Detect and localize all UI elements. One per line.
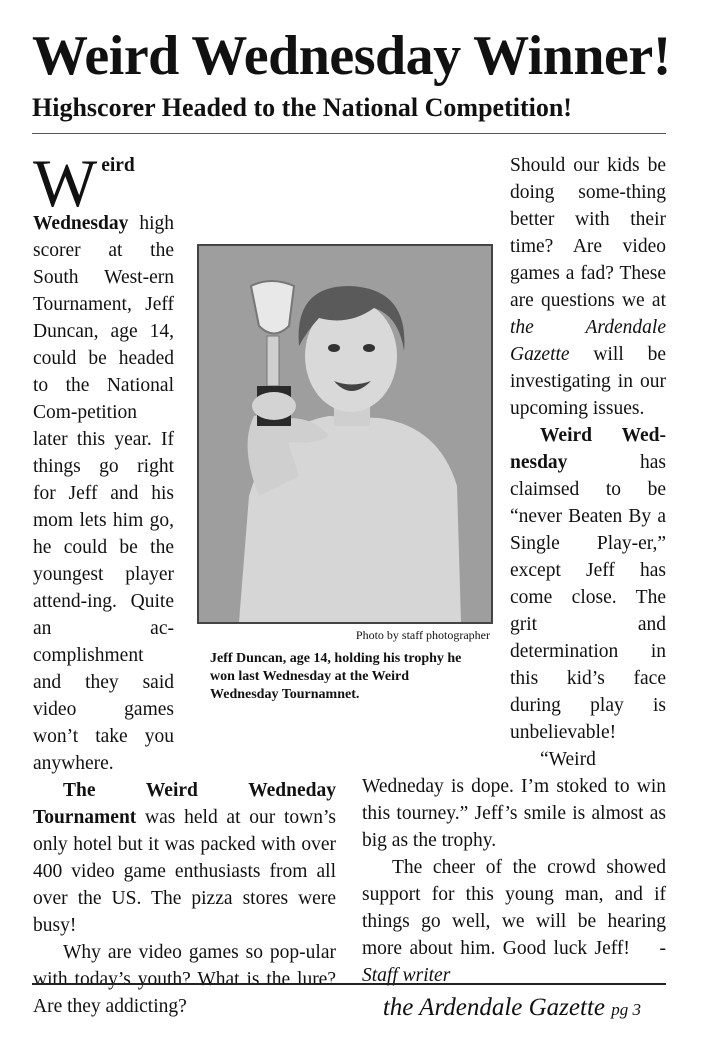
article-photo [197, 244, 493, 624]
paragraph-2-text: was held at our town’s only hotel but it was packed with over 400 video game enthusiasts from all over the US. The pizza stores were busy! [33, 807, 336, 936]
gazette-name-italic: the Ardendale Gazette [510, 317, 666, 365]
boy-with-trophy-illustration [199, 246, 491, 622]
photo-credit: Photo by staff photographer [355, 628, 490, 642]
paragraph-7-text: The cheer of the crowd showed support for this young man, and if things go well, we will be hearing more about him. Good luck Jeff! [362, 857, 666, 959]
bottom-rule [32, 983, 666, 985]
top-rule [32, 133, 666, 134]
publication-name: the Ardendale Gazette [382, 994, 605, 1021]
paragraph-4-text-b: will be investigating in our upcoming issues. [510, 344, 666, 419]
tournament-bold-text: The Weird Wedneday Tournament [33, 780, 336, 828]
subheadline: Highscorer Headed to the National Competition! [32, 93, 572, 122]
paragraph-2 [33, 777, 336, 939]
headline: Weird Wednesday Winner! [32, 25, 671, 87]
drop-cap: W [33, 145, 98, 221]
byline: - Staff writer [362, 938, 666, 986]
paragraph-3 [33, 939, 336, 1020]
paragraph-7 [362, 854, 666, 989]
paragraph-4-text-a: Should our kids be doing some-thing better with their time? Are video games a fad? These are questions we at [510, 155, 666, 311]
page-number: pg 3 [611, 1000, 641, 1019]
paragraph-1-text: high scorer at the South West-ern Tournament, Jeff Duncan, age 14, could be headed to the National Com-petition later this year. If things go right for Jeff and his mom lets him go, he could be the youngest player attend-ing. Quite an ac-complishment and they said video games won’t take you anywhere. [33, 213, 174, 774]
footer [383, 993, 641, 1025]
quote-text: “Weird Wedneday is dope. I’m stoked to win this tourney.” Jeff’s smile is almost as big as the trophy. [362, 749, 666, 851]
paragraph-3-text: Why are video games so pop-ular with today’s youth? What is the lure? Are they addicting? [33, 942, 336, 1017]
lead-bold-text: eird Wednesday [33, 155, 135, 234]
weird-wednesday-bold: Weird Wed-nesday [510, 425, 666, 473]
photo-caption: Jeff Duncan, age 14, holding his trophy he won last Wednesday at the Weird Wednesday Tournamnet. [210, 651, 462, 702]
paragraph-5-text: has claimsed to be “never Beaten By a Single Play-er,” except Jeff has come close. The grit and determination in this kid’s face during play is unbelievable! [510, 452, 666, 743]
